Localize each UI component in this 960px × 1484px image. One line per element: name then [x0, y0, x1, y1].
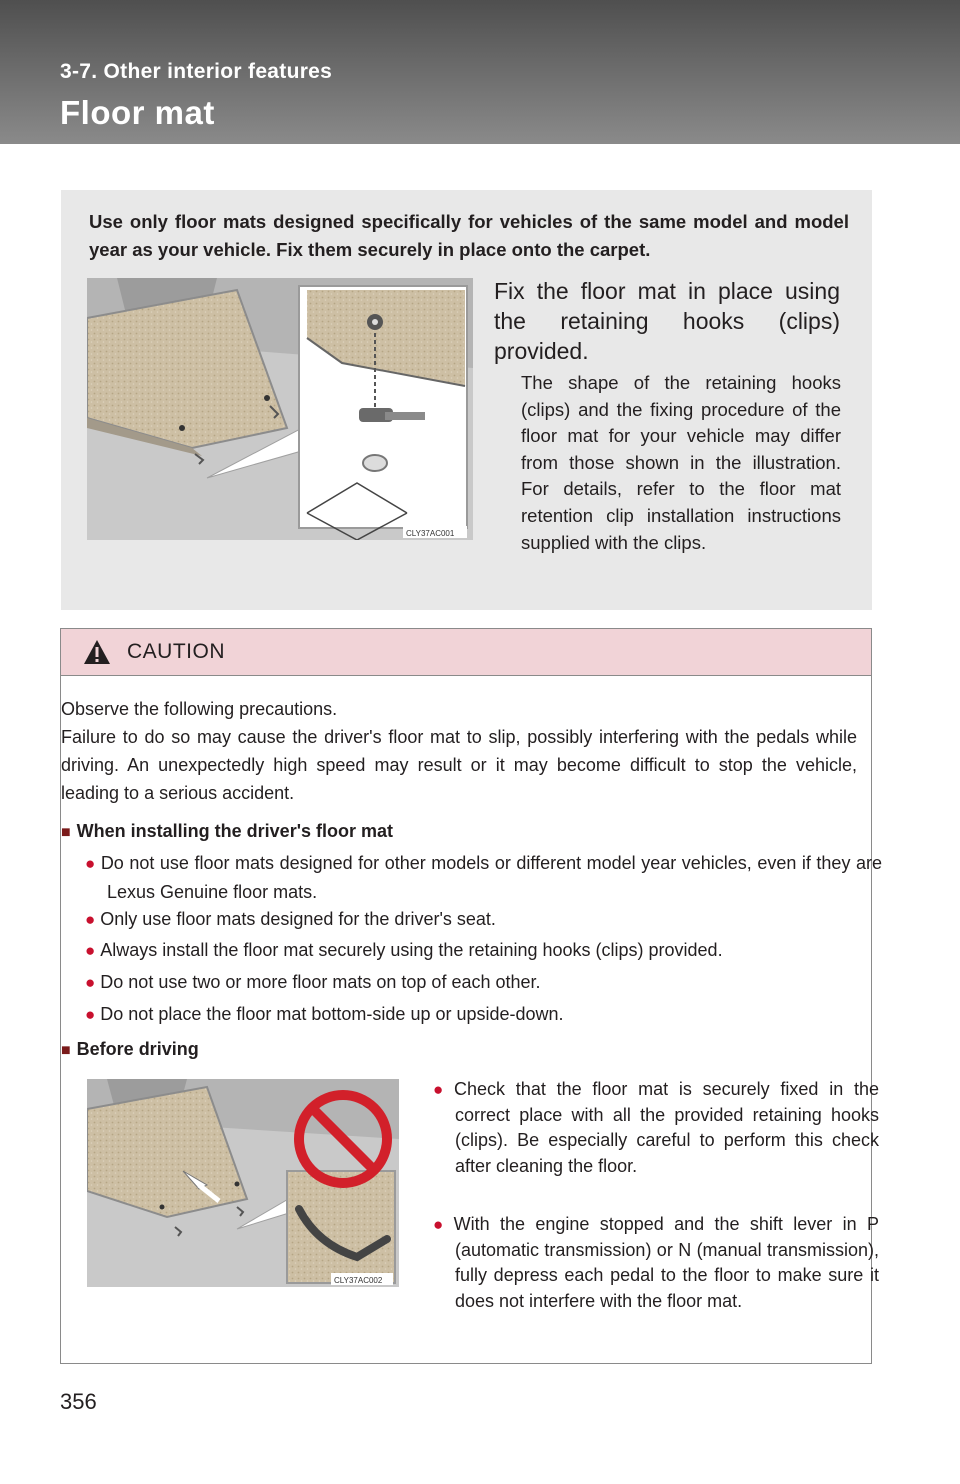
caution-header [61, 629, 871, 676]
intro-note-text: The shape of the retaining hooks (clips) and the fixing procedure of the floor mat for your vehicle may differ from those shown in the illustration. For details, refer to the floor mat retention clip installation instructions supplied with the clips. [521, 372, 841, 553]
caution-paragraph-2: Failure to do so may cause the driver's floor mat to slip, possibly interfering with the pedals while driving. An unexpectedly high speed may result or it may become difficult to stop the vehicle, leading to a serious accident. [61, 727, 857, 803]
caution-title: CAUTION [127, 640, 225, 663]
bullet-dot-icon: ● [85, 910, 96, 929]
square-bullet-icon: ■ [61, 824, 71, 841]
figure-code-1: CLY37AC001 [406, 529, 455, 538]
section-heading-installing: ■ When installing the driver's floor mat [61, 821, 393, 841]
list-item: ● Do not place the floor mat bottom-side up or upside-down. [85, 1004, 564, 1024]
list-item: ● Do not use floor mats designed for other models or different model year vehicles, even if they are Lexus Genuine floor mats. [85, 853, 882, 902]
list-item: ● Only use floor mats designed for the driver's seat. [85, 909, 496, 929]
page-number: 356 [60, 1389, 97, 1414]
section-label: 3-7. Other interior features [60, 60, 333, 83]
page-header [0, 0, 960, 144]
warning-triangle-icon [83, 639, 111, 665]
list-item: ● With the engine stopped and the shift lever in P (automatic transmission) or N (manual transmission), fully depress each pedal to the floor to make sure it does not interfere with the floor mat. [433, 1214, 879, 1311]
list-item: ● Always install the floor mat securely using the retaining hooks (clips) provided. [85, 940, 723, 960]
floor-mat-prohibited-illustration [87, 1079, 399, 1287]
bullet-dot-icon: ● [433, 1215, 449, 1234]
caution-paragraph-1: Observe the following precautions. [61, 699, 338, 719]
caution-box [60, 628, 882, 1364]
intro-box [61, 190, 872, 610]
bullet-dot-icon: ● [85, 973, 96, 992]
square-bullet-icon: ■ [61, 1042, 71, 1059]
bullet-dot-icon: ● [433, 1080, 450, 1099]
intro-text: Use only floor mats designed specifically for vehicles of the same model and model year as your vehicle. Fix them securely in place onto the carpet. [89, 211, 849, 260]
intro-lead-text: Fix the floor mat in place using the retaining hooks (clips) provided. [494, 278, 840, 364]
list-item: ● Check that the floor mat is securely fixed in the correct place with all the provided retaining hooks (clips). Be especially careful to perform this check after cleaning the floor. [433, 1079, 879, 1176]
page-title: Floor mat [60, 94, 215, 131]
figure-code-2: CLY37AC002 [334, 1276, 383, 1285]
bullet-dot-icon: ● [85, 854, 96, 873]
list-item: ● Do not use two or more floor mats on top of each other. [85, 972, 541, 992]
bullet-dot-icon: ● [85, 1005, 96, 1024]
floor-mat-illustration [87, 278, 473, 540]
section-heading-before-driving: ■ Before driving [61, 1039, 199, 1059]
bullet-dot-icon: ● [85, 941, 96, 960]
